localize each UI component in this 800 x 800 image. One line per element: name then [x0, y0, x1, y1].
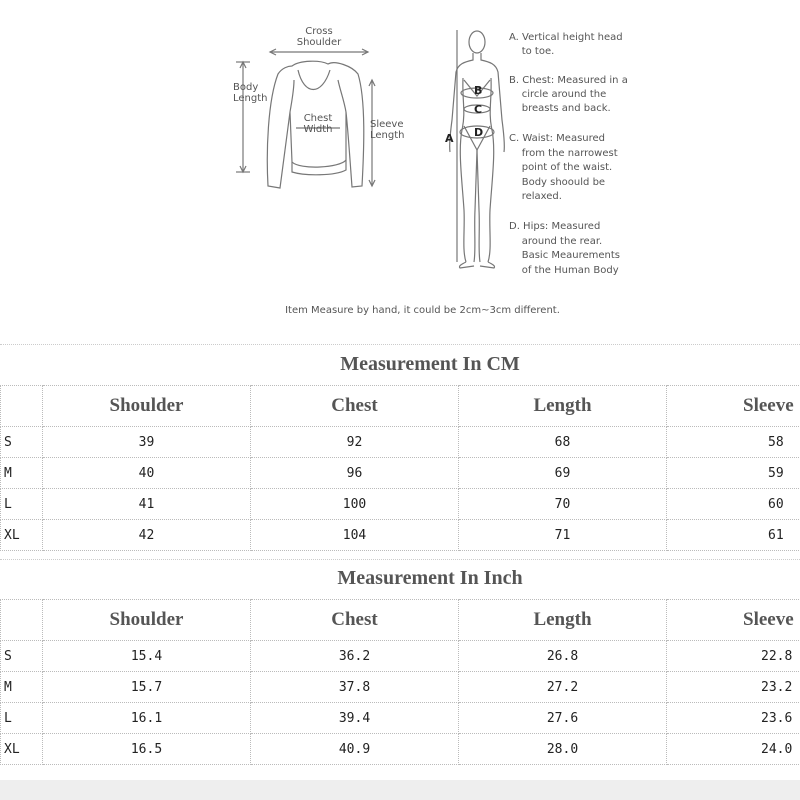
measure-note: Item Measure by hand, it could be 2cm~3cm different. [285, 305, 560, 316]
inch-size-table [0, 599, 800, 765]
value-cell: 70 [459, 489, 667, 520]
size-cell: L [1, 703, 43, 734]
table-row [1, 734, 800, 765]
table-header-row [1, 386, 800, 427]
size-cell: XL [1, 520, 43, 551]
size-header-cell [1, 386, 43, 427]
table-row [1, 641, 800, 672]
instruction-a: A. Vertical height head to toe. [509, 32, 623, 57]
header-sleeve: Sleeve [667, 386, 800, 427]
header-sleeve: Sleeve [667, 600, 800, 641]
value-cell: 24.0 [667, 734, 800, 765]
sleeve-length-label: Sleeve Length [370, 119, 405, 141]
body-letter-a: A [445, 132, 454, 145]
value-cell: 60 [667, 489, 800, 520]
sweater-sketch [0, 0, 800, 330]
header-shoulder: Shoulder [43, 600, 251, 641]
size-cell: S [1, 427, 43, 458]
body-length-label: Body Length [233, 82, 268, 104]
value-cell: 58 [667, 427, 800, 458]
body-letter-b: B [474, 84, 483, 97]
cm-size-table [0, 385, 800, 551]
value-cell: 40.9 [251, 734, 459, 765]
value-cell: 59 [667, 458, 800, 489]
value-cell: 37.8 [251, 672, 459, 703]
value-cell: 22.8 [667, 641, 800, 672]
table-row [1, 427, 800, 458]
value-cell: 16.5 [43, 734, 251, 765]
value-cell: 23.2 [667, 672, 800, 703]
value-cell: 27.6 [459, 703, 667, 734]
value-cell: 100 [251, 489, 459, 520]
size-cell: XL [1, 734, 43, 765]
value-cell: 39.4 [251, 703, 459, 734]
value-cell: 15.4 [43, 641, 251, 672]
divider [0, 344, 800, 345]
measurement-diagram [0, 0, 800, 330]
value-cell: 68 [459, 427, 667, 458]
header-chest: Chest [251, 600, 459, 641]
size-header-cell [1, 600, 43, 641]
body-letter-d: D [474, 126, 484, 139]
value-cell: 104 [251, 520, 459, 551]
chest-width-label: Chest Width [303, 113, 333, 135]
size-cell: M [1, 672, 43, 703]
header-length: Length [459, 600, 667, 641]
value-cell: 28.0 [459, 734, 667, 765]
inch-table-title: Measurement In Inch [337, 567, 523, 589]
value-cell: 36.2 [251, 641, 459, 672]
table-row [1, 489, 800, 520]
size-cell: M [1, 458, 43, 489]
value-cell: 26.8 [459, 641, 667, 672]
cross-shoulder-label: Cross Shoulder [296, 26, 342, 48]
bottom-strip [0, 780, 800, 800]
table-row [1, 672, 800, 703]
cm-table-title: Measurement In CM [340, 353, 520, 375]
table-header-row [1, 600, 800, 641]
value-cell: 92 [251, 427, 459, 458]
value-cell: 96 [251, 458, 459, 489]
value-cell: 61 [667, 520, 800, 551]
value-cell: 69 [459, 458, 667, 489]
table-row [1, 520, 800, 551]
value-cell: 39 [43, 427, 251, 458]
value-cell: 41 [43, 489, 251, 520]
value-cell: 16.1 [43, 703, 251, 734]
header-length: Length [459, 386, 667, 427]
table-row [1, 703, 800, 734]
value-cell: 27.2 [459, 672, 667, 703]
instruction-d: D. Hips: Measured around the rear. Basic Meaurements of the Human Body [509, 221, 621, 276]
header-shoulder: Shoulder [43, 386, 251, 427]
value-cell: 42 [43, 520, 251, 551]
divider [0, 559, 800, 560]
table-row [1, 458, 800, 489]
value-cell: 71 [459, 520, 667, 551]
instruction-c: C. Waist: Measured from the narrowest point of the waist. Body shoould be relaxed. [509, 133, 618, 202]
value-cell: 23.6 [667, 703, 800, 734]
size-cell: L [1, 489, 43, 520]
value-cell: 40 [43, 458, 251, 489]
size-cell: S [1, 641, 43, 672]
instruction-b: B. Chest: Measured in a circle around the breasts and back. [509, 75, 628, 114]
value-cell: 15.7 [43, 672, 251, 703]
header-chest: Chest [251, 386, 459, 427]
body-letter-c: C [474, 103, 483, 116]
